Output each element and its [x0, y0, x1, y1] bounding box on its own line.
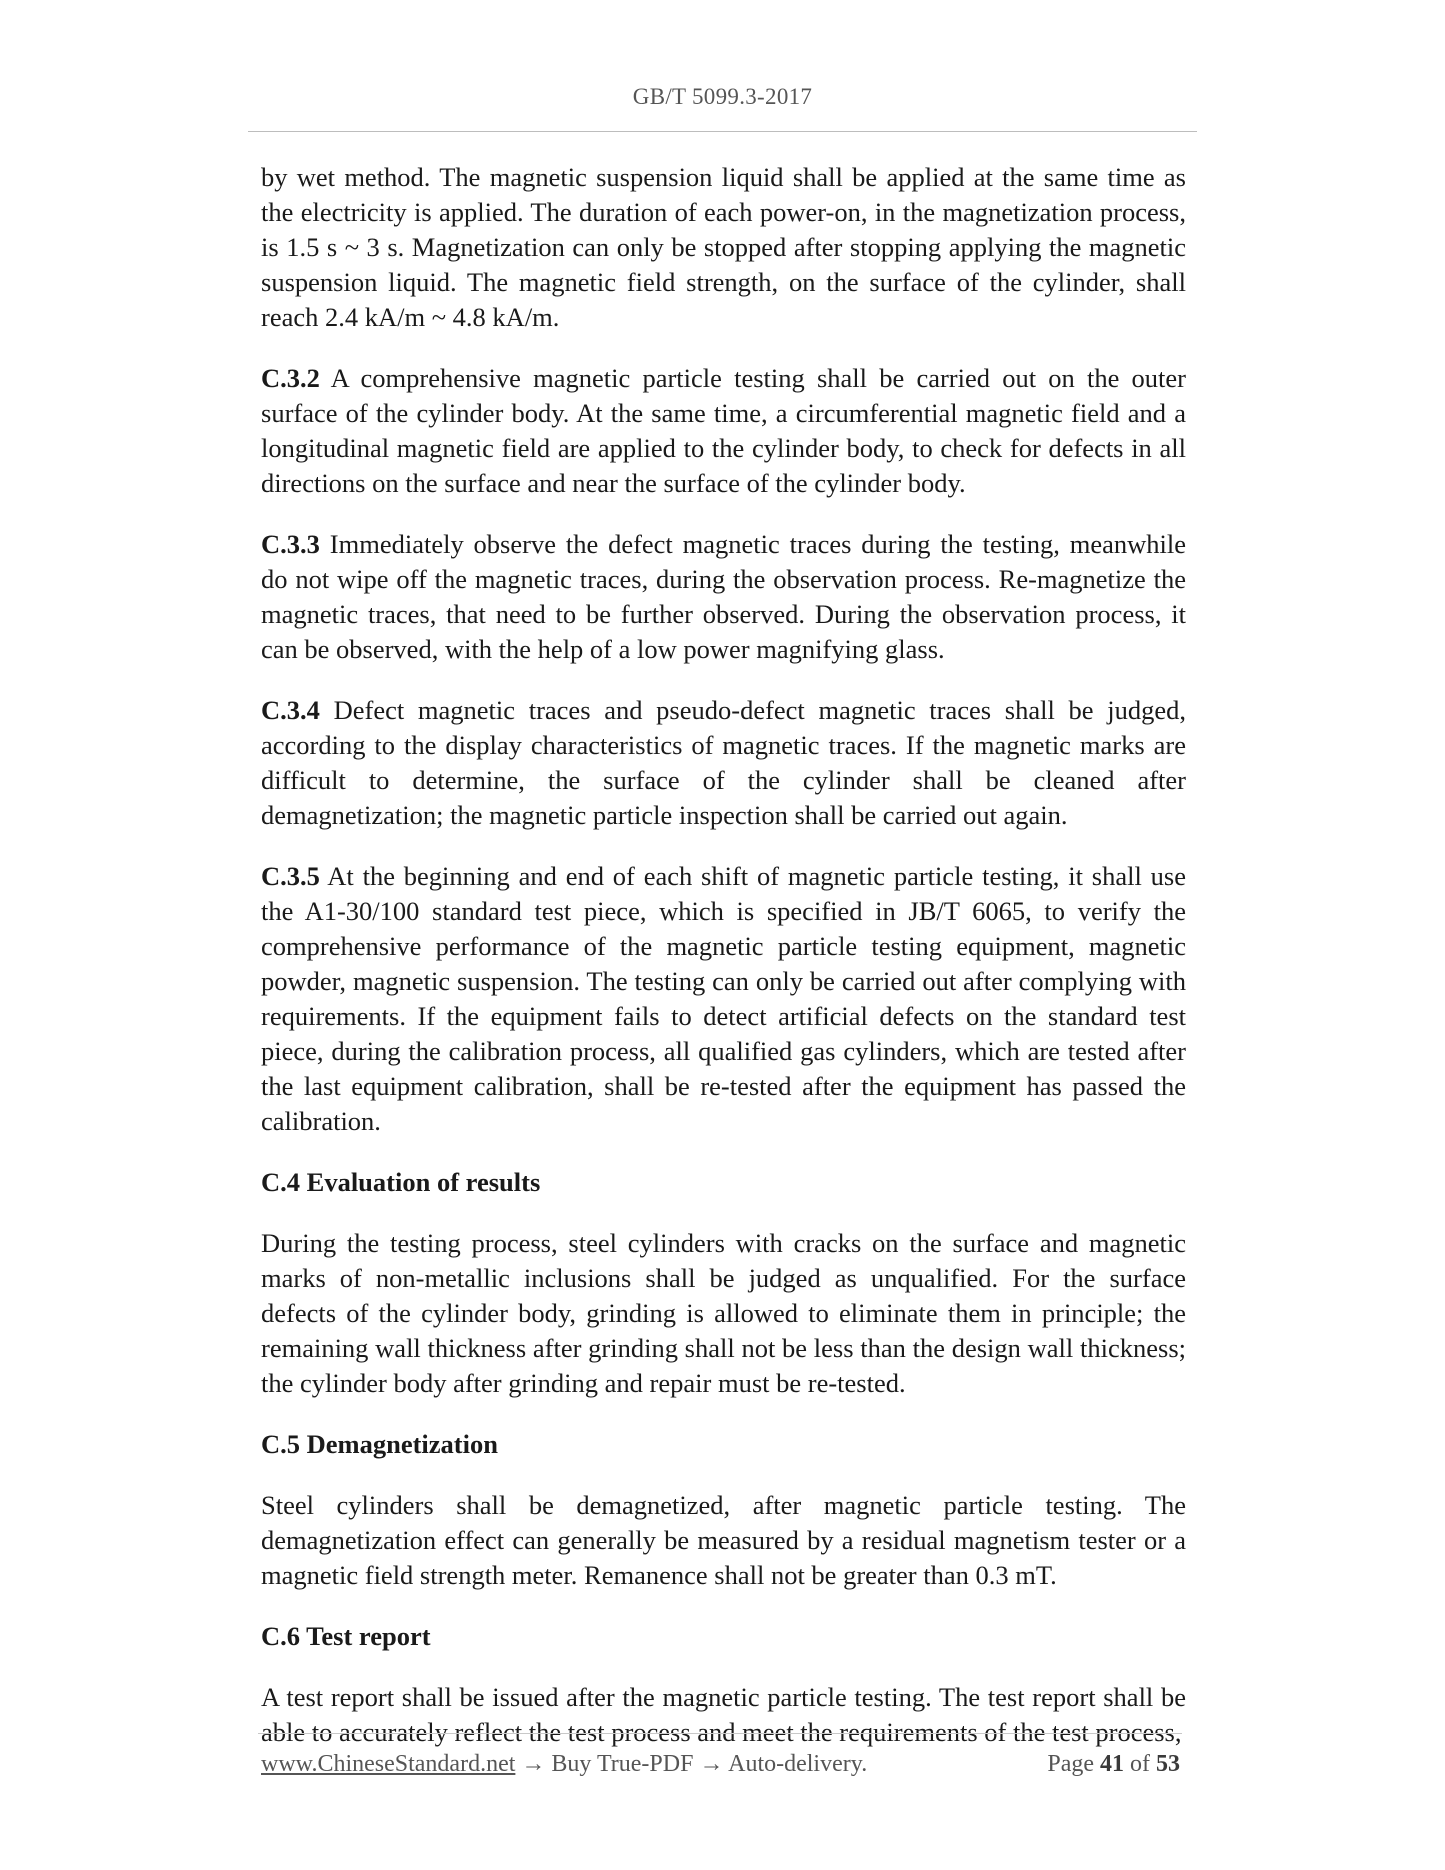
- clause-number: C.3.3: [261, 529, 320, 559]
- document-body: [261, 160, 1186, 1776]
- clause-number: C.3.5: [261, 861, 320, 891]
- clause-c-3-3: [261, 527, 1186, 667]
- clause-number: C.3.2: [261, 363, 320, 393]
- clause-text: Defect magnetic traces and pseudo-defect magnetic traces shall be judged, according to the display characteristics of magnetic traces. If the magnetic marks are difficult to determine, the surface of the cylinder shall be cleaned after demagnetization; the magnetic particle inspection shall be carried out again.: [261, 695, 1186, 830]
- page-of: of: [1130, 1751, 1150, 1777]
- clause-c-3-2: [261, 361, 1186, 501]
- footer-promo: [261, 1751, 867, 1778]
- section-text-evaluation: During the testing process, steel cylinders with cracks on the surface and magnetic marks of non-metallic inclusions shall be judged as unqualified. For the surface defects of the cylinder body, grinding is allowed to eliminate them in principle; the remaining wall thickness after grinding shall not be less than the design wall thickness; the cylinder body after grinding and repair must be re-tested.: [261, 1228, 1186, 1398]
- page-header-standard-id: GB/T 5099.3-2017: [632, 84, 813, 109]
- section-text-demagnetization: Steel cylinders shall be demagnetized, after magnetic particle testing. The demagnetization effect can generally be measured by a residual magnetism tester or a magnetic field strength meter. Remanence shall not be greater than 0.3 mT.: [261, 1490, 1186, 1590]
- section-heading-evaluation: C.4 Evaluation of results: [261, 1167, 541, 1197]
- section-text-test-report: A test report shall be issued after the magnetic particle testing. The test report shall be able to accurately reflect the test process and meet the requirements of the test process,: [261, 1682, 1186, 1747]
- clause-text: Immediately observe the defect magnetic traces during the testing, meanwhile do not wipe off the magnetic traces, during the observation process. Re-magnetize the magnetic traces, that need to be further observed. During the observation process, it can be observed, with the help of a low power magnifying glass.: [261, 529, 1187, 664]
- footer-divider: [258, 1733, 1182, 1734]
- page-current: 41: [1100, 1751, 1124, 1777]
- page-footer: [261, 1751, 1180, 1785]
- clause-text: At the beginning and end of each shift of magnetic particle testing, it shall use the A1-30/100 standard test piece, which is specified in JB/T 6065, to verify the comprehensive performance of the magnetic particle testing equipment, magnetic powder, magnetic suspension. The testing can only be carried out after complying with requirements. If the equipment fails to detect artificial defects on the standard test piece, during the calibration process, all qualified gas cylinders, which are tested after the last equipment calibration, shall be re-tested after the equipment has passed the calibration.: [261, 861, 1186, 1136]
- clause-number: C.3.4: [261, 695, 320, 725]
- page-number: [1047, 1751, 1180, 1778]
- clause-c-3-4: [261, 693, 1186, 833]
- page-label: Page: [1047, 1751, 1094, 1777]
- intro-paragraph: by wet method. The magnetic suspension liquid shall be applied at the same time as the electricity is applied. The duration of each power-on, in the magnetization process, is 1.5 s ~ 3 s. Magnetization can only be stopped after stopping applying the magnetic suspension liquid. The magnetic field strength, on the surface of the cylinder, shall reach 2.4 kA/m ~ 4.8 kA/m.: [261, 162, 1186, 332]
- header-divider: [248, 131, 1197, 132]
- clause-c-3-5: [261, 859, 1186, 1139]
- section-heading-demagnetization: C.5 Demagnetization: [261, 1429, 498, 1459]
- footer-promo-text: → Buy True-PDF → Auto-delivery.: [515, 1751, 868, 1777]
- section-heading-test-report: C.6 Test report: [261, 1621, 431, 1651]
- clause-text: A comprehensive magnetic particle testing shall be carried out on the outer surface of the cylinder body. At the same time, a circumferential magnetic field and a longitudinal magnetic field are applied to the cylinder body, to check for defects in all directions on the surface and near the surface of the cylinder body.: [261, 363, 1186, 498]
- site-link[interactable]: www.ChineseStandard.net: [261, 1751, 516, 1777]
- page-total: 53: [1156, 1751, 1180, 1777]
